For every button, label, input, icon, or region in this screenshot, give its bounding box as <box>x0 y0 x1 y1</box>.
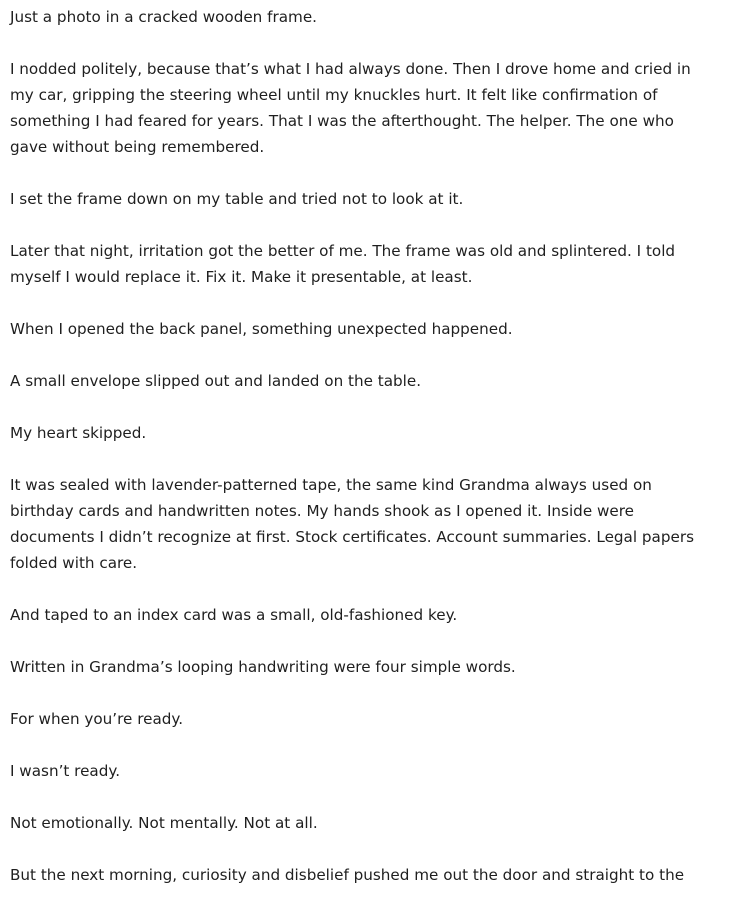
paragraph: I nodded politely, because that’s what I had always done. Then I drove home and cried in my car, gripping the steering wheel until my knuckles hurt. It felt like confirmation of something I had feared for years. That I was the afterthought. The helper. The one who gave without being remembered. <box>10 60 691 156</box>
paragraph: It was sealed with lavender-patterned tape, the same kind Grandma always used on birthday cards and handwritten notes. My hands shook as I opened it. Inside were documents I didn’t recognize at first. Stock certificates. Account summaries. Legal papers folded with care. <box>10 476 695 572</box>
paragraph: But the next morning, curiosity and disbelief pushed me out the door and straight to the <box>10 866 685 884</box>
paragraph: For when you’re ready. <box>10 710 184 728</box>
paragraph: Just a photo in a cracked wooden frame. <box>10 8 317 26</box>
paragraph: And taped to an index card was a small, old-fashioned key. <box>10 606 458 624</box>
paragraph: Written in Grandma’s looping handwriting were four simple words. <box>10 658 516 676</box>
paragraph: A small envelope slipped out and landed on the table. <box>10 372 422 390</box>
paragraph: Not emotionally. Not mentally. Not at all. <box>10 814 318 832</box>
paragraph: I wasn’t ready. <box>10 762 121 780</box>
paragraph: I set the frame down on my table and tried not to look at it. <box>10 190 464 208</box>
paragraph: When I opened the back panel, something unexpected happened. <box>10 320 513 338</box>
article-body <box>10 4 700 914</box>
paragraph: My heart skipped. <box>10 424 147 442</box>
paragraph: Later that night, irritation got the better of me. The frame was old and splintered. I told myself I would replace it. Fix it. Make it presentable, at least. <box>10 242 676 286</box>
